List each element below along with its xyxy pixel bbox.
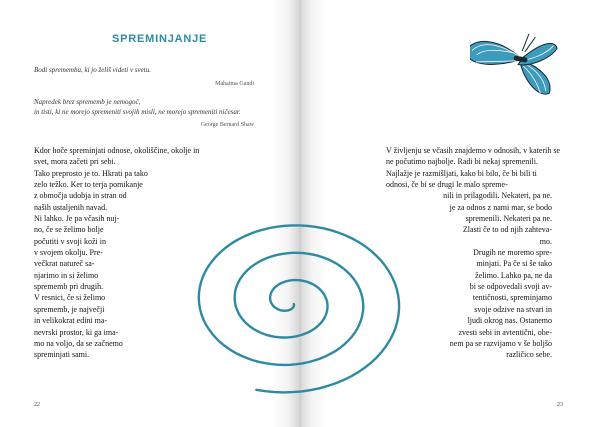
text-line: počutiti v svoji koži in [34,236,106,246]
text-line: želimo. Lahko pa, ne da [475,270,552,280]
page-number-left: 22 [34,402,40,408]
text-line: mo na voljo, da se začnemo [34,338,123,348]
quote-line: Bodi sprememba, ki jo želiš videti v svetu. [34,66,151,74]
text-line: odnosi, če bi se drugi le malo spreme- [386,180,508,190]
text-line: nili in prilagodili. Nekateri, pa ne. [443,191,552,201]
text-line: naših ustaljenih navad. [34,202,108,212]
text-line: ne počutimo najbolje. Radi bi nekaj spremenili. [386,157,538,167]
text-line: sprememb pri drugih. [34,282,104,292]
text-line: Drugih ne moremo spre- [473,248,552,258]
text-line: nevrski prostor, ki ga ima- [34,327,119,337]
text-line: bi se odpovedali svoji av- [469,282,552,292]
text-line: minjati. Pa če si še tako [476,259,552,269]
text-line: V življenju se včasih znajdemo v odnosih, v katerih se [386,146,561,155]
quote-author: Mahatma Gandi [215,80,254,87]
text-line: in velikokrat edini ma- [34,316,108,326]
text-line: večkrat natureč sa- [34,259,95,269]
text-line: zelo težko. Ker to terja pomikanje [34,180,143,190]
chapter-title: SPREMINJANJE [112,33,208,45]
text-line: z območja udobja in stran od [34,191,127,201]
text-line: Najlažje je razmišljati, kako bi bilo, če bi bili ti [386,168,537,178]
text-line: ljudi okrog nas. Ostanemo [467,316,552,326]
page-number-right: 23 [557,402,563,408]
text-line: mo. [539,236,552,246]
text-line: Tako preprosto je to. Hkrati pa tako [34,168,148,178]
text-line: njarimo in si želimo [34,270,99,280]
text-line: tentičnosti, spreminjamo [472,293,552,303]
butterfly-icon [470,12,566,108]
text-line: spremenili. Nekateri pa ne. [465,214,552,224]
text-line: v svojem okolju. Pre- [34,248,103,258]
text-line: Ni lahko. Je pa včasih nuj- [34,214,120,224]
right-body-text [386,145,561,361]
text-line: je za odnos z nami mar, se bodo [449,202,552,212]
text-line: sprememb, je največji [34,304,105,314]
text-line: različico sebe. [506,350,552,360]
quote-author: George Bernard Shaw [200,122,254,128]
text-line: svet, mora začeti pri sebi. [34,157,116,167]
text-line: zvesti sebi in avtentični, obe- [458,327,552,337]
text-line: svoje odzive na stvari in [474,304,552,314]
text-line: Kdor hoče spreminjati odnose, okoliščine, okolje in [34,146,200,155]
quote-line: in tisti, ki ne morejo spremeniti svojih misli, ne morejo spremeniti ničesar. [34,107,241,116]
text-line: nem pa se razvijamo v še boljšo [449,338,552,348]
text-line: Zlasti če to od njih zahteva- [462,225,552,235]
text-line: V resnici, če si želimo [34,293,106,303]
text-line: spreminjati sami. [34,350,90,360]
text-line: no, če se želimo bolje [34,225,104,235]
quote-line: Napredek brez sprememb je nemogoč, [34,98,141,106]
